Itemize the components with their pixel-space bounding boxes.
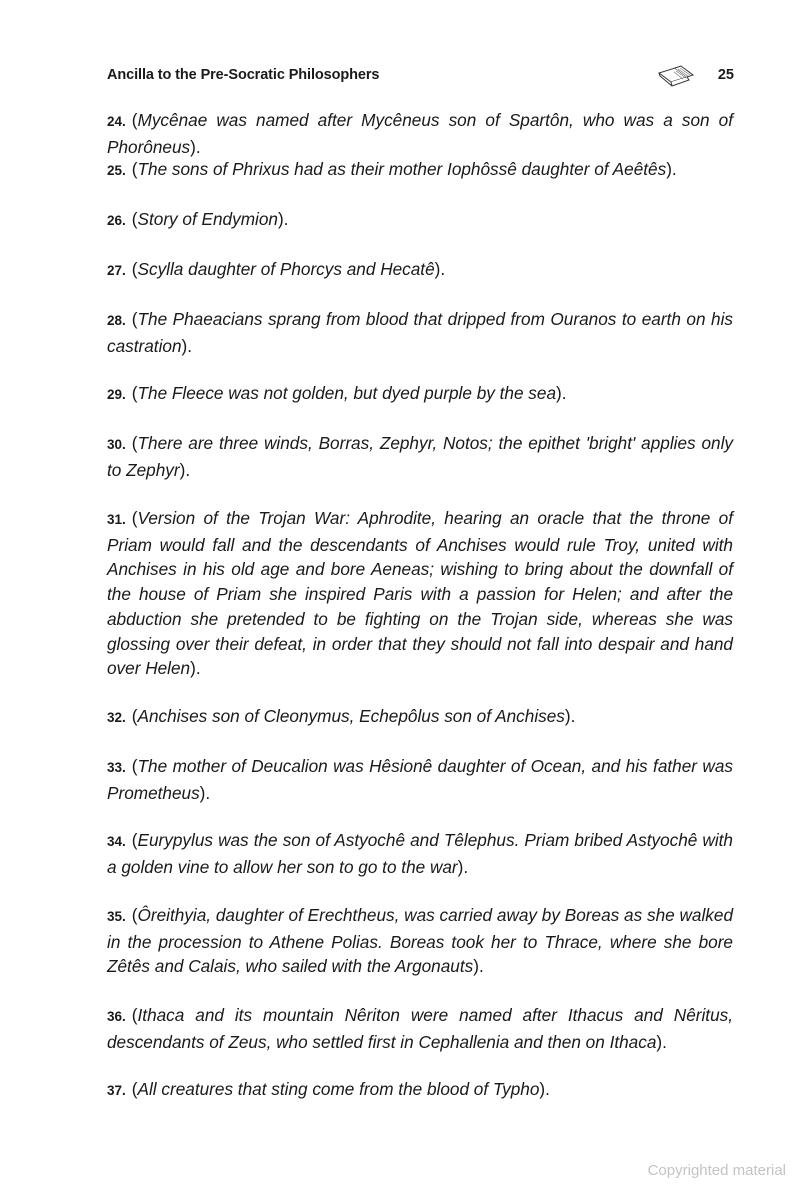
open-paren: ( (131, 1079, 138, 1099)
note-entry (107, 506, 733, 681)
note-text: Eurypylus was the son of Astyochê and Têlephus. Priam bribed Astyochê with a golden vine to allow her son to go to the war (107, 830, 733, 877)
note-text: Mycênae was named after Mycêneus son of Spartôn, who was a son of Phorôneus (107, 110, 733, 157)
note-entry (107, 307, 733, 358)
close-paren: ). (434, 259, 446, 279)
note-number: 27. (107, 263, 126, 278)
note-text: Ithaca and its mountain Nêriton were named after Ithacus and Nêritus, descendants of Zeus, who settled first in Cephallenia and then on Ithaca (107, 1005, 733, 1052)
running-header (107, 66, 734, 88)
open-paren: ( (131, 209, 138, 229)
note-entry (107, 381, 733, 408)
open-paren: ( (131, 309, 138, 329)
close-paren: ). (539, 1079, 550, 1099)
note-text: All creatures that sting come from the blood of Typho (137, 1079, 540, 1099)
open-paren: ( (131, 433, 138, 453)
note-text: The sons of Phrixus had as their mother Iophôssê daughter of Aeêtês (137, 159, 667, 179)
close-paren: ). (190, 658, 201, 679)
open-book-icon (657, 65, 697, 87)
note-text: Story of Endymion (137, 209, 278, 229)
note-number: 35. (107, 909, 126, 924)
note-number: 34. (107, 834, 126, 849)
note-number: 30. (107, 437, 126, 452)
note-entry (107, 903, 733, 979)
note-number: 28. (107, 313, 126, 328)
open-paren: ( (131, 1005, 138, 1025)
note-entry (107, 207, 733, 234)
note-number: 33. (107, 760, 126, 775)
running-title: Ancilla to the Pre-Socratic Philosophers (107, 67, 380, 83)
copyright-watermark: Copyrighted material (647, 1162, 786, 1179)
close-paren: ). (473, 956, 484, 977)
close-paren: ). (556, 383, 567, 403)
open-paren: ( (131, 905, 138, 925)
note-number: 29. (107, 387, 126, 402)
open-paren: ( (131, 756, 138, 776)
note-text: The Fleece was not golden, but dyed purple by the sea (137, 383, 557, 403)
note-entry (107, 108, 733, 159)
note-text: There are three winds, Borras, Zephyr, Notos; the epithet 'bright' applies only to Zephyr (107, 433, 733, 480)
note-entry (107, 704, 733, 731)
close-paren: ). (277, 209, 289, 229)
close-paren: ). (181, 335, 193, 356)
note-text: Anchises son of Cleonymus, Echepôlus son of Anchises (137, 706, 565, 726)
note-entry (107, 1003, 733, 1054)
note-text: Version of the Trojan War: Aphrodite, hearing an oracle that the throne of Priam would fall and the descendants of Anchises would rule Troy, united with Anchises in his old age and bore Aeneas; wishing to bring about the downfall of the house of Priam she inspired Paris with a passion for Helen; and after the abduction she pretended to be fighting on the Trojan side, whereas she was glossing over their defeat, in order that they should not fall into despair and hand over Helen (107, 508, 733, 679)
close-paren: ). (666, 159, 677, 179)
page-number: 25 (717, 67, 734, 83)
note-number: 25. (107, 163, 126, 178)
note-number: 31. (107, 512, 126, 527)
close-paren: ). (199, 782, 211, 803)
open-paren: ( (131, 110, 138, 130)
open-paren: ( (131, 508, 138, 528)
note-number: 32. (107, 710, 126, 725)
note-entry (107, 828, 733, 879)
note-text: Ôreithyia, daughter of Erechtheus, was carried away by Boreas as she walked in the procession to Athene Polias. Boreas took her to Thrace, where she bore Zêtês and Calais, who sailed with the Argonauts (107, 905, 733, 977)
open-paren: ( (131, 383, 138, 403)
open-paren: ( (131, 159, 138, 179)
close-paren: ). (179, 459, 191, 480)
open-paren: ( (131, 259, 138, 279)
open-paren: ( (131, 706, 138, 726)
note-entry (107, 1077, 733, 1104)
note-entry (107, 157, 733, 184)
note-number: 24. (107, 114, 126, 129)
note-entry (107, 754, 733, 805)
close-paren: ). (656, 1031, 667, 1052)
note-number: 26. (107, 213, 126, 228)
note-number: 37. (107, 1083, 126, 1098)
close-paren: ). (190, 136, 201, 157)
note-text: The Phaeacians sprang from blood that dripped from Ouranos to earth on his castration (107, 309, 733, 356)
close-paren: ). (457, 856, 469, 877)
note-text: Scylla daughter of Phorcys and Hecatê (137, 259, 435, 279)
note-number: 36. (107, 1009, 126, 1024)
note-entry (107, 257, 733, 284)
open-paren: ( (131, 830, 138, 850)
note-text: The mother of Deucalion was Hêsionê daughter of Ocean, and his father was Prometheus (107, 756, 733, 803)
note-entry (107, 431, 733, 482)
close-paren: ). (564, 706, 576, 726)
